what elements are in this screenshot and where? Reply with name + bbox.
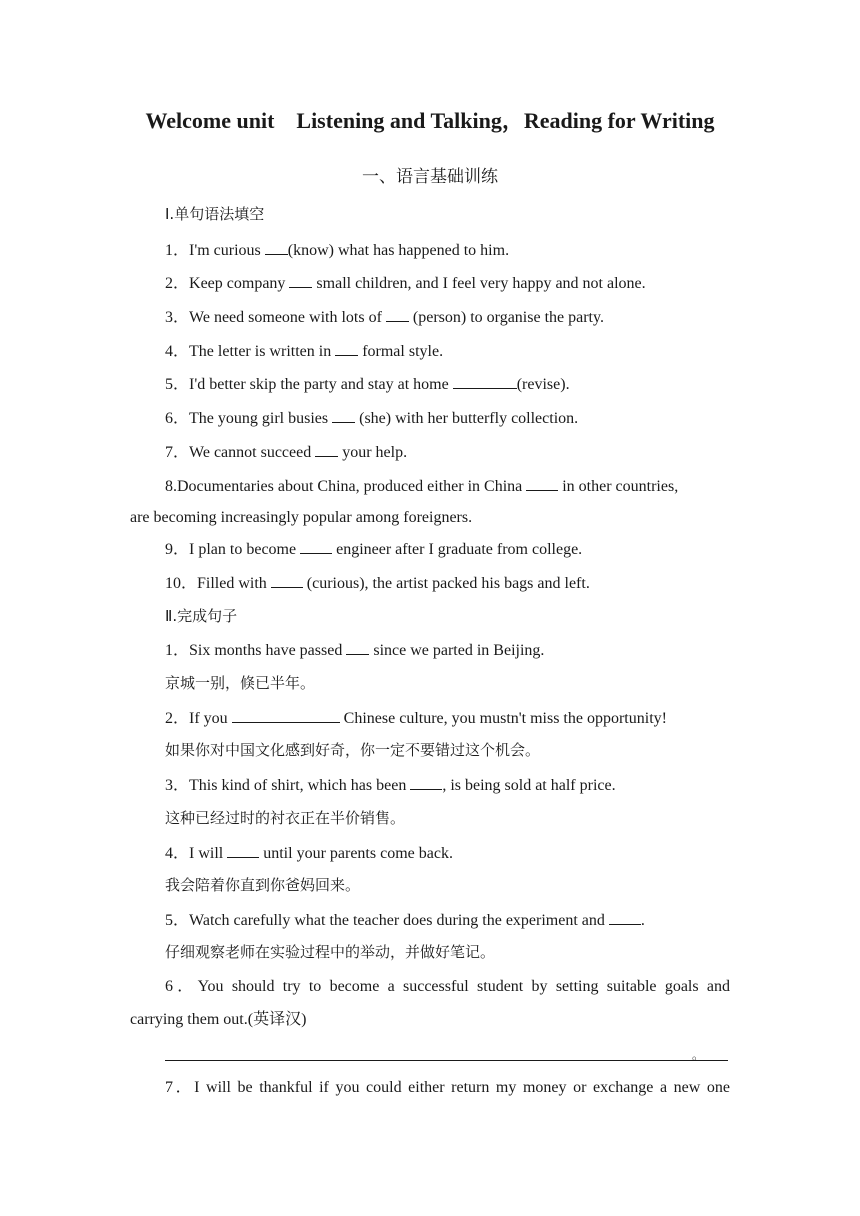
answer-blank[interactable]	[271, 572, 303, 588]
exercise-item-continuation: are becoming increasingly popular among foreigners.	[130, 509, 473, 526]
part1-heading: Ⅰ.单句语法填空	[165, 205, 265, 223]
answer-blank[interactable]	[453, 373, 517, 389]
exercise-item	[165, 239, 509, 261]
exercise-item	[165, 272, 646, 294]
page-title: Welcome unit Listening and Talking，Reading for Writing	[145, 108, 715, 133]
chinese-translation: 如果你对中国文化感到好奇，你一定不要错过这个机会。	[165, 741, 541, 759]
item-number: 3．	[165, 309, 190, 326]
item-text: , is being sold at half price.	[442, 777, 616, 794]
answer-line-end-mark: 。	[692, 1048, 705, 1062]
item-text: We cannot succeed	[189, 444, 316, 461]
exercise-item	[165, 407, 578, 429]
item-text: If you	[189, 710, 232, 727]
item-number: 6．	[165, 978, 198, 995]
exercise-item	[165, 306, 604, 328]
item-number: 3．	[165, 777, 190, 794]
item-text: Keep company	[189, 275, 290, 292]
item-text: formal style.	[358, 343, 444, 360]
item-text: .	[640, 912, 645, 929]
answer-blank[interactable]	[265, 239, 288, 255]
item-number: 6．	[165, 410, 190, 427]
item-text: I will be thankful if you could either return my money or exchange a new one	[194, 1079, 730, 1096]
exercise-item	[165, 373, 570, 395]
item-text: We need someone with lots of	[189, 309, 386, 326]
answer-blank[interactable]	[315, 441, 338, 457]
item-number: 2．	[165, 710, 190, 727]
answer-blank[interactable]	[410, 774, 442, 790]
exercise-item	[165, 441, 407, 463]
answer-blank[interactable]	[346, 639, 369, 655]
item-text: (person) to organise the party.	[408, 309, 604, 326]
item-number: 7．	[165, 1079, 195, 1096]
answer-blank[interactable]	[232, 707, 340, 723]
exercise-item-continuation: carrying them out.(英译汉)	[130, 1011, 307, 1028]
item-text: Six months have passed	[189, 642, 347, 659]
exercise-item	[165, 842, 453, 864]
item-text: (curious), the artist packed his bags and left.	[302, 575, 590, 592]
chinese-translation: 京城一别，倏已半年。	[165, 674, 316, 692]
chinese-translation: 我会陪着你直到你爸妈回来。	[165, 876, 361, 894]
item-number: 9．	[165, 541, 190, 558]
item-text: The young girl busies	[189, 410, 333, 427]
exercise-item	[165, 707, 667, 729]
exercise-item	[165, 909, 645, 931]
item-text: (know) what has happened to him.	[287, 242, 510, 259]
item-text: Chinese culture, you mustn't miss the opportunity!	[339, 710, 667, 727]
item-text: in other countries,	[558, 478, 679, 495]
item-text: Filled with	[197, 575, 271, 592]
item-number: 1．	[165, 642, 190, 659]
item-text: I will	[189, 845, 228, 862]
item-text: This kind of shirt, which has been	[189, 777, 411, 794]
item-number: 8.	[165, 478, 177, 495]
item-text: I plan to become	[189, 541, 301, 558]
answer-blank[interactable]	[289, 272, 312, 288]
item-text: Watch carefully what the teacher does during the experiment and	[189, 912, 609, 929]
item-text: engineer after I graduate from college.	[332, 541, 583, 558]
answer-blank[interactable]	[526, 475, 558, 491]
exercise-item	[165, 475, 678, 497]
item-number: 1．	[165, 242, 190, 259]
item-text: until your parents come back.	[259, 845, 453, 862]
item-text: The letter is written in	[189, 343, 336, 360]
item-text: (revise).	[516, 376, 570, 393]
item-text: I'm curious	[189, 242, 265, 259]
item-text: Documentaries about China, produced either in China	[177, 478, 527, 495]
exercise-item	[165, 774, 616, 796]
answer-blank[interactable]	[300, 538, 332, 554]
item-text: (she) with her butterfly collection.	[355, 410, 579, 427]
section-heading: 一、语言基础训练	[362, 167, 498, 187]
exercise-item	[165, 340, 443, 362]
item-text: I'd better skip the party and stay at home	[189, 376, 453, 393]
answer-blank[interactable]	[227, 842, 259, 858]
exercise-item	[165, 1078, 730, 1098]
exercise-item	[165, 639, 544, 661]
exercise-item	[165, 538, 582, 560]
item-text: since we parted in Beijing.	[369, 642, 545, 659]
chinese-translation: 这种已经过时的衬衣正在半价销售。	[165, 809, 406, 827]
chinese-translation: 仔细观察老师在实验过程中的举动，并做好笔记。	[165, 943, 496, 961]
exercise-item	[165, 572, 590, 594]
item-text: small children, and I feel very happy and not alone.	[312, 275, 646, 292]
item-text: your help.	[338, 444, 408, 461]
answer-blank[interactable]	[386, 306, 409, 322]
item-number: 5．	[165, 376, 190, 393]
item-number: 4．	[165, 845, 190, 862]
item-text: You should try to become a successful student by setting suitable goals and	[197, 978, 730, 995]
item-number: 10．	[165, 575, 198, 592]
item-number: 5．	[165, 912, 190, 929]
part2-heading: Ⅱ.完成句子	[165, 607, 238, 625]
item-number: 4．	[165, 343, 190, 360]
item-number: 2．	[165, 275, 190, 292]
item-number: 7．	[165, 444, 190, 461]
answer-blank[interactable]	[335, 340, 358, 356]
answer-line[interactable]	[165, 1060, 728, 1061]
answer-blank[interactable]	[609, 909, 641, 925]
answer-blank[interactable]	[332, 407, 355, 423]
exercise-item	[165, 977, 730, 997]
